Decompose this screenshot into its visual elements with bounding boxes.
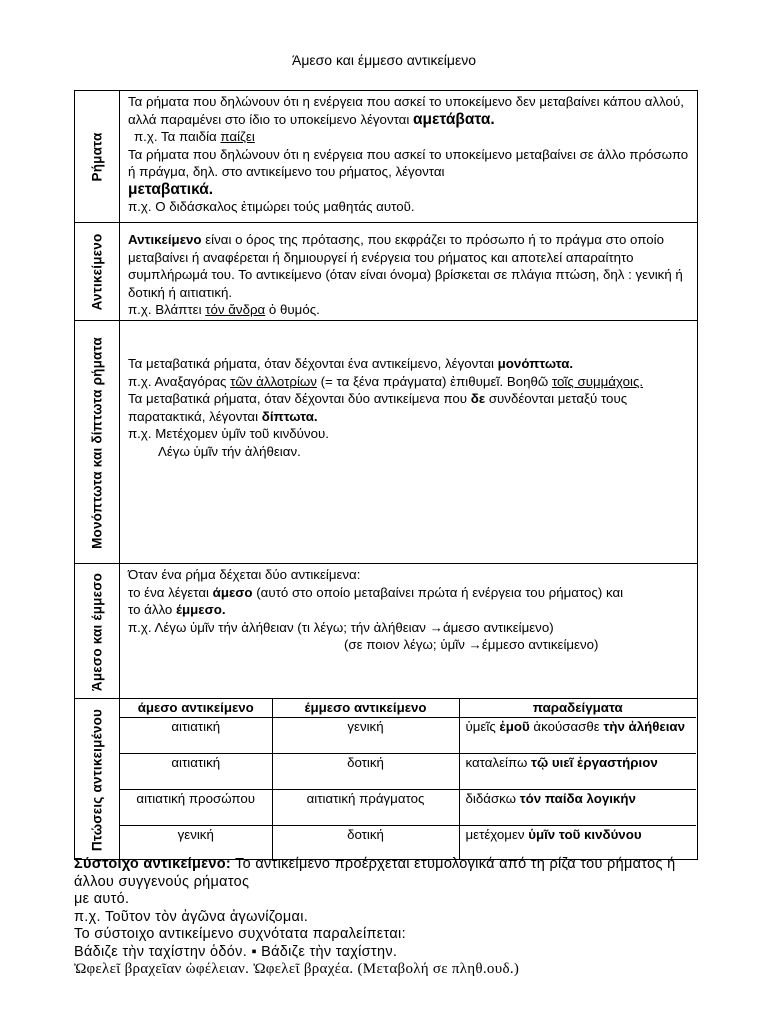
- label-cell: [75, 564, 120, 699]
- ameso-indirect: το άλλο έμμεσο.: [128, 602, 226, 617]
- diptota-example-2: Λέγω ὑμῖν τήν ἀλήθειαν.: [158, 443, 301, 459]
- diptota-example-1: π.χ. Μετέχομεν ὑμῖν τοῦ κινδύνου.: [128, 426, 329, 441]
- ameso-intro: Όταν ένα ρήμα δέχεται δύο αντικείμενα:: [128, 567, 361, 582]
- cell-indirect: δοτική: [272, 753, 459, 789]
- object-example: π.χ. Βλάπτει τόν ἄνδρα ὁ θυμός.: [128, 302, 320, 317]
- cell-indirect: γενική: [272, 717, 459, 753]
- term-transitive: μεταβατικά.: [128, 180, 214, 198]
- header-indirect: έμμεσο αντικείμενο: [272, 699, 459, 717]
- cognate-object-section: [74, 856, 714, 979]
- section-label-monoptota: Μονόπτωτα και δίπτωτα ρήματα: [89, 336, 105, 549]
- cell-direct: αιτιατική προσώπου: [120, 789, 272, 825]
- cognate-note: Το σύστοιχο αντικείμενο συχνότατα παραλείπεται:: [74, 926, 406, 942]
- ameso-example-2: (σε ποιον λέγω; ὑμῖν →έμμεσο αντικείμενο): [344, 637, 599, 652]
- label-cell: [75, 91, 120, 222]
- cell-example: διδάσκω τόν παίδα λογικήν: [459, 789, 696, 825]
- label-cell: [75, 699, 120, 860]
- table-row: [120, 753, 696, 789]
- cell-example: ὑμεῖς ἐμοῦ ἀκούσασθε τὴν ἀλήθειαν: [459, 717, 696, 753]
- header-examples: παραδείγματα: [459, 699, 696, 717]
- object-definition: Αντικείμενο είναι ο όρος της πρότασης, που εκφράζει το πρόσωπο ή το πράγμα στο οποίο μεταβαίνει ή αναφέρεται ή δημιουργεί ή ενέργεια του ρήματος και αποτελεί απαραίτητο συμπλήρωμά του. Το αντικείμενο (όταν είναι όνομα) βρίσκεται σε πλάγια πτώση, δηλ : γενική ή δοτική ή αιτιατική.: [128, 232, 683, 300]
- cell-example: καταλείπω τῷ υιεῖ ἐργαστήριον: [459, 753, 696, 789]
- ameso-direct: το ένα λέγεται άμεσο (αυτό στο οποίο μεταβαίνει πρώτα ή ενέργεια του ρήματος) και: [128, 584, 624, 600]
- term-transitive-line: [128, 181, 689, 199]
- row-rimata: [75, 91, 697, 222]
- cases-header-row: [120, 699, 696, 717]
- monoptota-example: π.χ. Αναξαγόρας τῶν ἀλλοτρίων (= τα ξένα πράγματα) ἐπιθυμεῖ. Βοηθῶ τοῖς συμμάχοις.: [128, 373, 644, 389]
- diptota-definition: Τα μεταβατικά ρήματα, όταν δέχονται δύο αντικείμενα που δε συνδέονται μεταξύ τους παρατακτικά, λέγονται δίπτωτα.: [128, 391, 628, 424]
- cell-indirect: αιτιατική πράγματος: [272, 789, 459, 825]
- cases-table: [120, 699, 696, 859]
- row-antikeimeno: [75, 222, 697, 321]
- section-label-rimata: Ρήματα: [89, 132, 105, 181]
- cell-direct: γενική: [120, 825, 272, 859]
- transitive-example: π.χ. Ο διδάσκαλος ἐτιμώρει τούς μαθητάς αυτοῦ.: [128, 199, 415, 214]
- label-cell: [75, 321, 120, 564]
- table-row: [120, 789, 696, 825]
- page-title: Άμεσο και έμμεσο αντικείμενο: [291, 52, 476, 68]
- monoptota-definition: Τα μεταβατικά ρήματα, όταν δέχονται ένα αντικείμενο, λέγονται μονόπτωτα.: [128, 356, 574, 371]
- section-label-ptoseis: Πτώσεις αντικειμένου: [89, 708, 105, 851]
- header-direct: άμεσο αντικείμενο: [120, 699, 272, 717]
- ameso-example-1: π.χ. Λέγω ὑμῖν τήν ἀλήθειαν (τι λέγω; τήν ἀλήθειαν →άμεσο αντικείμενο): [128, 619, 554, 635]
- section-label-ameso: Άμεσο και έμμεσο: [89, 572, 105, 691]
- cell-direct: αιτιατική: [120, 753, 272, 789]
- section-label-antikeimeno: Αντικείμενο: [89, 233, 105, 311]
- cell-indirect: δοτική: [272, 825, 459, 859]
- intransitive-definition: Τα ρήματα που δηλώνουν ότι η ενέργεια που ασκεί το υποκείμενο δεν μεταβαίνει κάπου αλλού, αλλά παραμένει στο ίδιο το υποκείμενο λέγονται αμετάβατα.: [128, 94, 684, 128]
- content-rimata: [120, 91, 697, 222]
- row-ameso: [75, 563, 697, 699]
- row-monoptota: [75, 320, 697, 564]
- cell-direct: αιτιατική: [120, 717, 272, 753]
- table-row: [120, 717, 696, 753]
- cognate-definition: Σύστοιχο αντικείμενο: Το αντικείμενο προέρχεται ετυμολογικά από τη ρίζα του ρήματος ή άλλου συγγενούς ρήματος: [74, 856, 676, 890]
- content-antikeimeno: [120, 223, 697, 321]
- cognate-example-2: Βάδιζε τὴν ταχίστην ὁδόν. ▪ Βάδιζε τὴν ταχίστην.: [74, 943, 398, 960]
- transitive-definition: Τα ρήματα που δηλώνουν ότι η ενέργεια που ασκεί το υποκείμενο μεταβαίνει σε άλλο πρόσωπο ή πράγμα, δηλ. στο αντικείμενο του ρήματος, λέγονται: [128, 146, 689, 179]
- intransitive-example: π.χ. Τα παιδία παίζει: [134, 129, 255, 144]
- label-cell: [75, 223, 120, 321]
- cognate-example: π.χ. Τοῦτον τὸν ἀγῶνα ἀγωνίζομαι.: [74, 908, 309, 925]
- cognate-example-3: Ὠφελεῖ βραχεῖαν ὠφέλειαν. Ὠφελεῖ βραχέα. (Μεταβολή σε πληθ.ουδ.): [74, 961, 520, 977]
- table-row: [120, 825, 696, 859]
- row-ptoseis: [75, 698, 697, 860]
- content-ameso: [120, 564, 697, 699]
- cell-example: μετέχομεν ὑμῖν τοῦ κινδύνου: [459, 825, 696, 859]
- content-monoptota: [120, 321, 697, 564]
- term-intransitive: αμετάβατα.: [413, 110, 495, 128]
- cognate-definition-cont: με αυτό.: [74, 891, 130, 907]
- grammar-table: [74, 90, 698, 860]
